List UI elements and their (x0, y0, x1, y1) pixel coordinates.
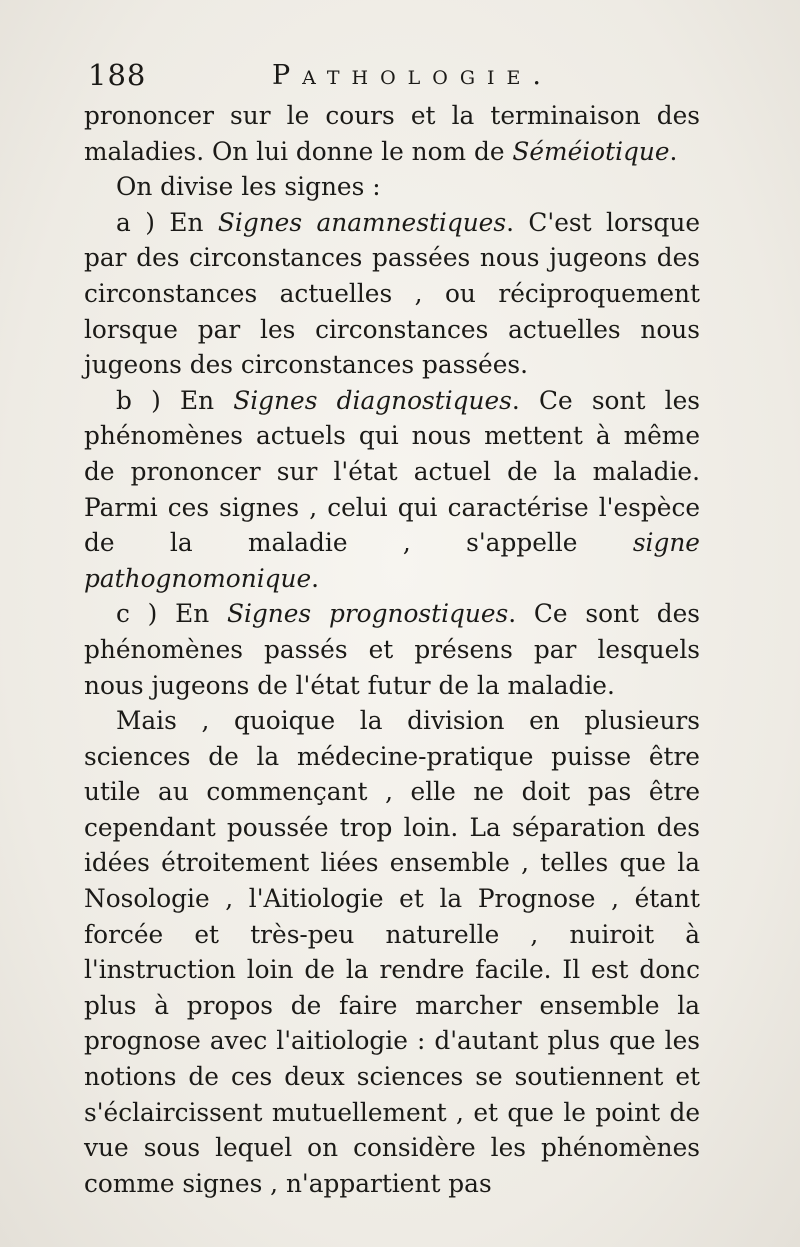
running-title: Pathologie. (272, 60, 553, 91)
page-number: 188 (88, 58, 147, 92)
term-prognostic: Signes prognostiques (227, 599, 509, 629)
term-anamnestic: Signes anamnestiques (217, 207, 507, 237)
paragraph-mais: Mais , quoique la division en plusieurs sciences de la médecine-pratique puisse être utile au commençant , elle ne doit pas être cependant poussée trop loin. La séparation des idées étroitement liées ensemble , telles que la Nosologie , l'Aitiologie et la Prognose , étant forcée et très-peu naturelle , nuiroit à l'instruction loin de la rendre facile. Il est donc plus à propos de faire marcher ensemble la prognose avec l'aitiologie : d'autant plus que les notions de ces deux sciences se soutiennent et s'éclaircissent mutuellement , et que le point de vue sous lequel on considère les phénomènes comme signes , n'appartient pas (84, 706, 700, 1198)
term-diagnostic: Signes diagnostiques (233, 385, 512, 415)
body-text (84, 98, 700, 1201)
paragraph-anamnestic: a ) En Signes anamnestiques. C'est lorsque par des circonstances passées nous jugeons des circonstances actuelles , ou réciproquement lorsque par les circonstances actuelles nous jugeons des circonstances passées. (84, 207, 700, 380)
term-semeiotique: Séméiotique (512, 136, 670, 166)
paragraph-division-intro: On divise les signes : (116, 172, 381, 202)
paragraph-prognostic: c ) En Signes prognostiques. Ce sont des phénomènes passés et présens par lesquels nous jugeons de l'état futur de la maladie. (84, 599, 701, 700)
paragraph-diagnostic: b ) En Signes diagnostiques. Ce sont les phénomènes actuels qui nous mettent à même de prononcer sur l'état actuel de la maladie. Parmi ces signes , celui qui caractérise l'espèce de la maladie , s'appelle signe pathognomonique. (84, 385, 700, 593)
term-pathognomonic: signe pathognomonique (84, 528, 700, 593)
page-header (88, 58, 700, 98)
paragraph-continuation: prononcer sur le cours et la terminaison des maladies. On lui donne le nom de Séméiotique. (84, 101, 700, 166)
